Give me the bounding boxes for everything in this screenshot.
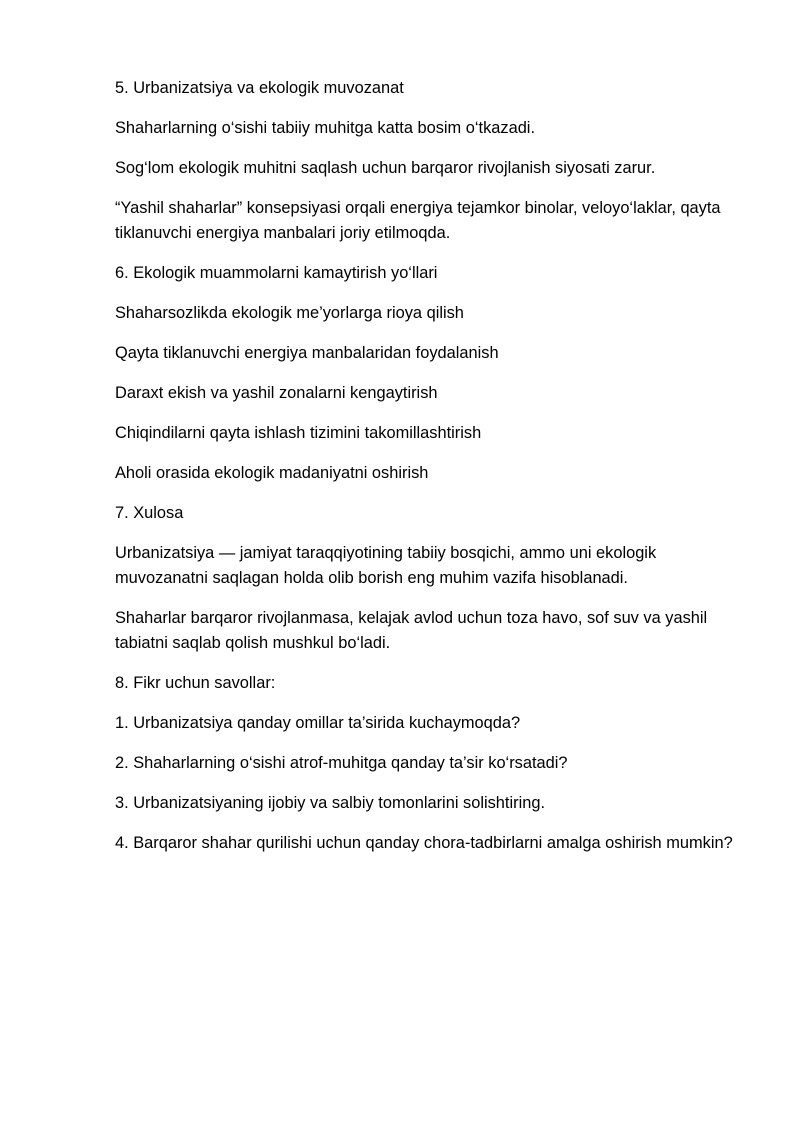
- list-item: Daraxt ekish va yashil zonalarni kengaytirish: [115, 384, 438, 402]
- question-item: 3. Urbanizatsiyaning ijobiy va salbiy tomonlarini solishtiring.: [115, 794, 545, 812]
- section-heading-reduction-ways: 6. Ekologik muammolarni kamaytirish yo‘llari: [115, 264, 438, 282]
- question-item: 1. Urbanizatsiya qanday omillar ta’sirida kuchaymoqda?: [115, 714, 521, 732]
- section-heading-conclusion: 7. Xulosa: [115, 504, 184, 522]
- paragraph: Shaharlarning o‘sishi tabiiy muhitga katta bosim o‘tkazadi.: [115, 119, 536, 137]
- list-item: Chiqindilarni qayta ishlash tizimini takomillashtirish: [115, 424, 482, 442]
- section-heading-urbanization-ecology: 5. Urbanizatsiya va ekologik muvozanat: [115, 79, 404, 97]
- paragraph: Shaharlar barqaror rivojlanmasa, kelajak avlod uchun toza havo, sof suv va yashil tabiatni saqlab qolish mushkul bo‘ladi.: [115, 609, 708, 652]
- question-item: 4. Barqaror shahar qurilishi uchun qanday chora-tadbirlarni amalga oshirish mumkin?: [115, 834, 733, 852]
- list-item: Aholi orasida ekologik madaniyatni oshirish: [115, 464, 429, 482]
- list-item: Qayta tiklanuvchi energiya manbalaridan foydalanish: [115, 344, 499, 362]
- paragraph: “Yashil shaharlar” konsepsiyasi orqali energiya tejamkor binolar, veloyo‘laklar, qayta tiklanuvchi energiya manbalari joriy etilmoqda.: [115, 199, 721, 242]
- question-item: 2. Shaharlarning o‘sishi atrof-muhitga qanday ta’sir ko‘rsatadi?: [115, 754, 568, 772]
- list-item: Shaharsozlikda ekologik me’yorlarga rioya qilish: [115, 304, 464, 322]
- paragraph: Sog‘lom ekologik muhitni saqlash uchun barqaror rivojlanish siyosati zarur.: [115, 159, 656, 177]
- section-heading-questions: 8. Fikr uchun savollar:: [115, 674, 276, 692]
- paragraph: Urbanizatsiya — jamiyat taraqqiyotining tabiiy bosqichi, ammo uni ekologik muvozanatni saqlagan holda olib borish eng muhim vazifa hisoblanadi.: [115, 544, 657, 587]
